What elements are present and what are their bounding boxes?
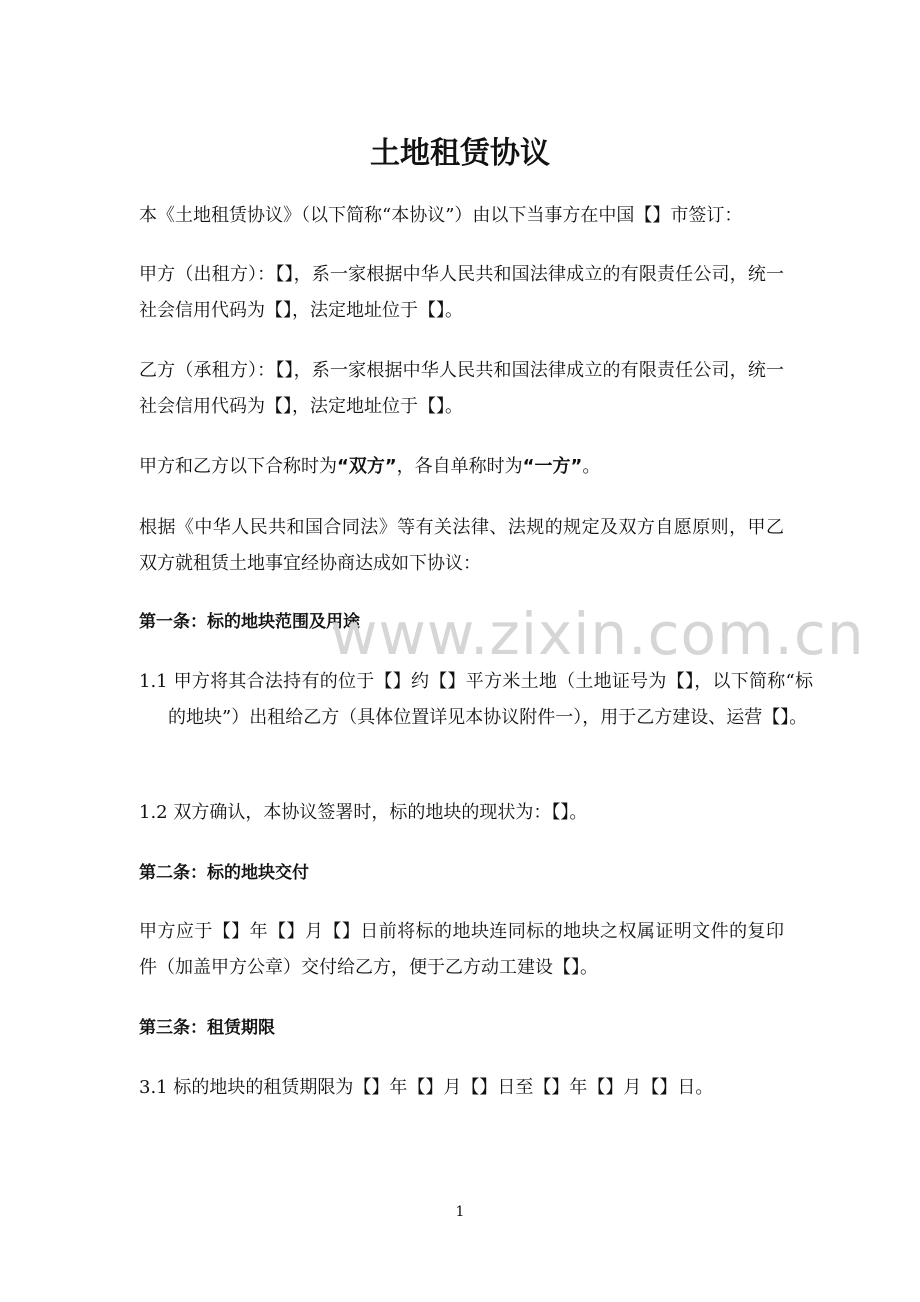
collective-definition-paragraph bbox=[139, 449, 784, 485]
basis-paragraph: 根据《中华人民共和国合同法》等有关法律、法规的规定及双方自愿原则，甲乙双方就租赁土地事宜经协商达成如下协议： bbox=[139, 517, 784, 574]
page-number: 1 bbox=[455, 1204, 465, 1220]
document-title: 土地租赁协议 bbox=[370, 136, 550, 171]
party-b-paragraph: 乙方（承租方）：【】，系一家根据中华人民共和国法律成立的有限责任公司，统一社会信用代码为【】，法定地址位于【】。 bbox=[139, 360, 784, 417]
clause-3-1: 3.1 标的地块的租赁期限为【】年【】月【】日至【】年【】月【】日。 bbox=[139, 1077, 714, 1098]
article-2-heading: 第二条：标的地块交付 bbox=[139, 863, 309, 883]
article-3-heading: 第三条：租赁期限 bbox=[139, 1018, 275, 1038]
collective-text-1: 甲方和乙方以下合称时为 bbox=[139, 456, 337, 477]
article-1-heading: 第一条：标的地块范围及用途 bbox=[139, 612, 360, 632]
clause-1-1: 1.1 甲方将其合法持有的位于【】约【】平方米土地（土地证号为【】，以下简称“标的地块”）出租给乙方（具体位置详见本协议附件一），用于乙方建设、运营【】。 bbox=[139, 671, 813, 728]
intro-paragraph: 本《土地租赁协议》（以下简称“本协议”）由以下当事方在中国【】市签订： bbox=[139, 205, 743, 226]
term-both-parties: “双方” bbox=[337, 456, 397, 477]
term-one-party: “一方” bbox=[522, 456, 583, 477]
party-a-paragraph: 甲方（出租方）：【】，系一家根据中华人民共和国法律成立的有限责任公司，统一社会信用代码为【】，法定地址位于【】。 bbox=[139, 264, 784, 321]
clause-1-2: 1.2 双方确认，本协议签署时，标的地块的现状为：【】。 bbox=[139, 802, 588, 823]
collective-text-3: 。 bbox=[582, 456, 601, 477]
site-watermark: www.zixin.com.cn bbox=[330, 600, 865, 668]
collective-text-2: ，各自单称时为 bbox=[396, 456, 523, 477]
article-2-body: 甲方应于【】年【】月【】日前将标的地块连同标的地块之权属证明文件的复印件（加盖甲方公章）交付给乙方，便于乙方动工建设【】。 bbox=[139, 921, 784, 978]
